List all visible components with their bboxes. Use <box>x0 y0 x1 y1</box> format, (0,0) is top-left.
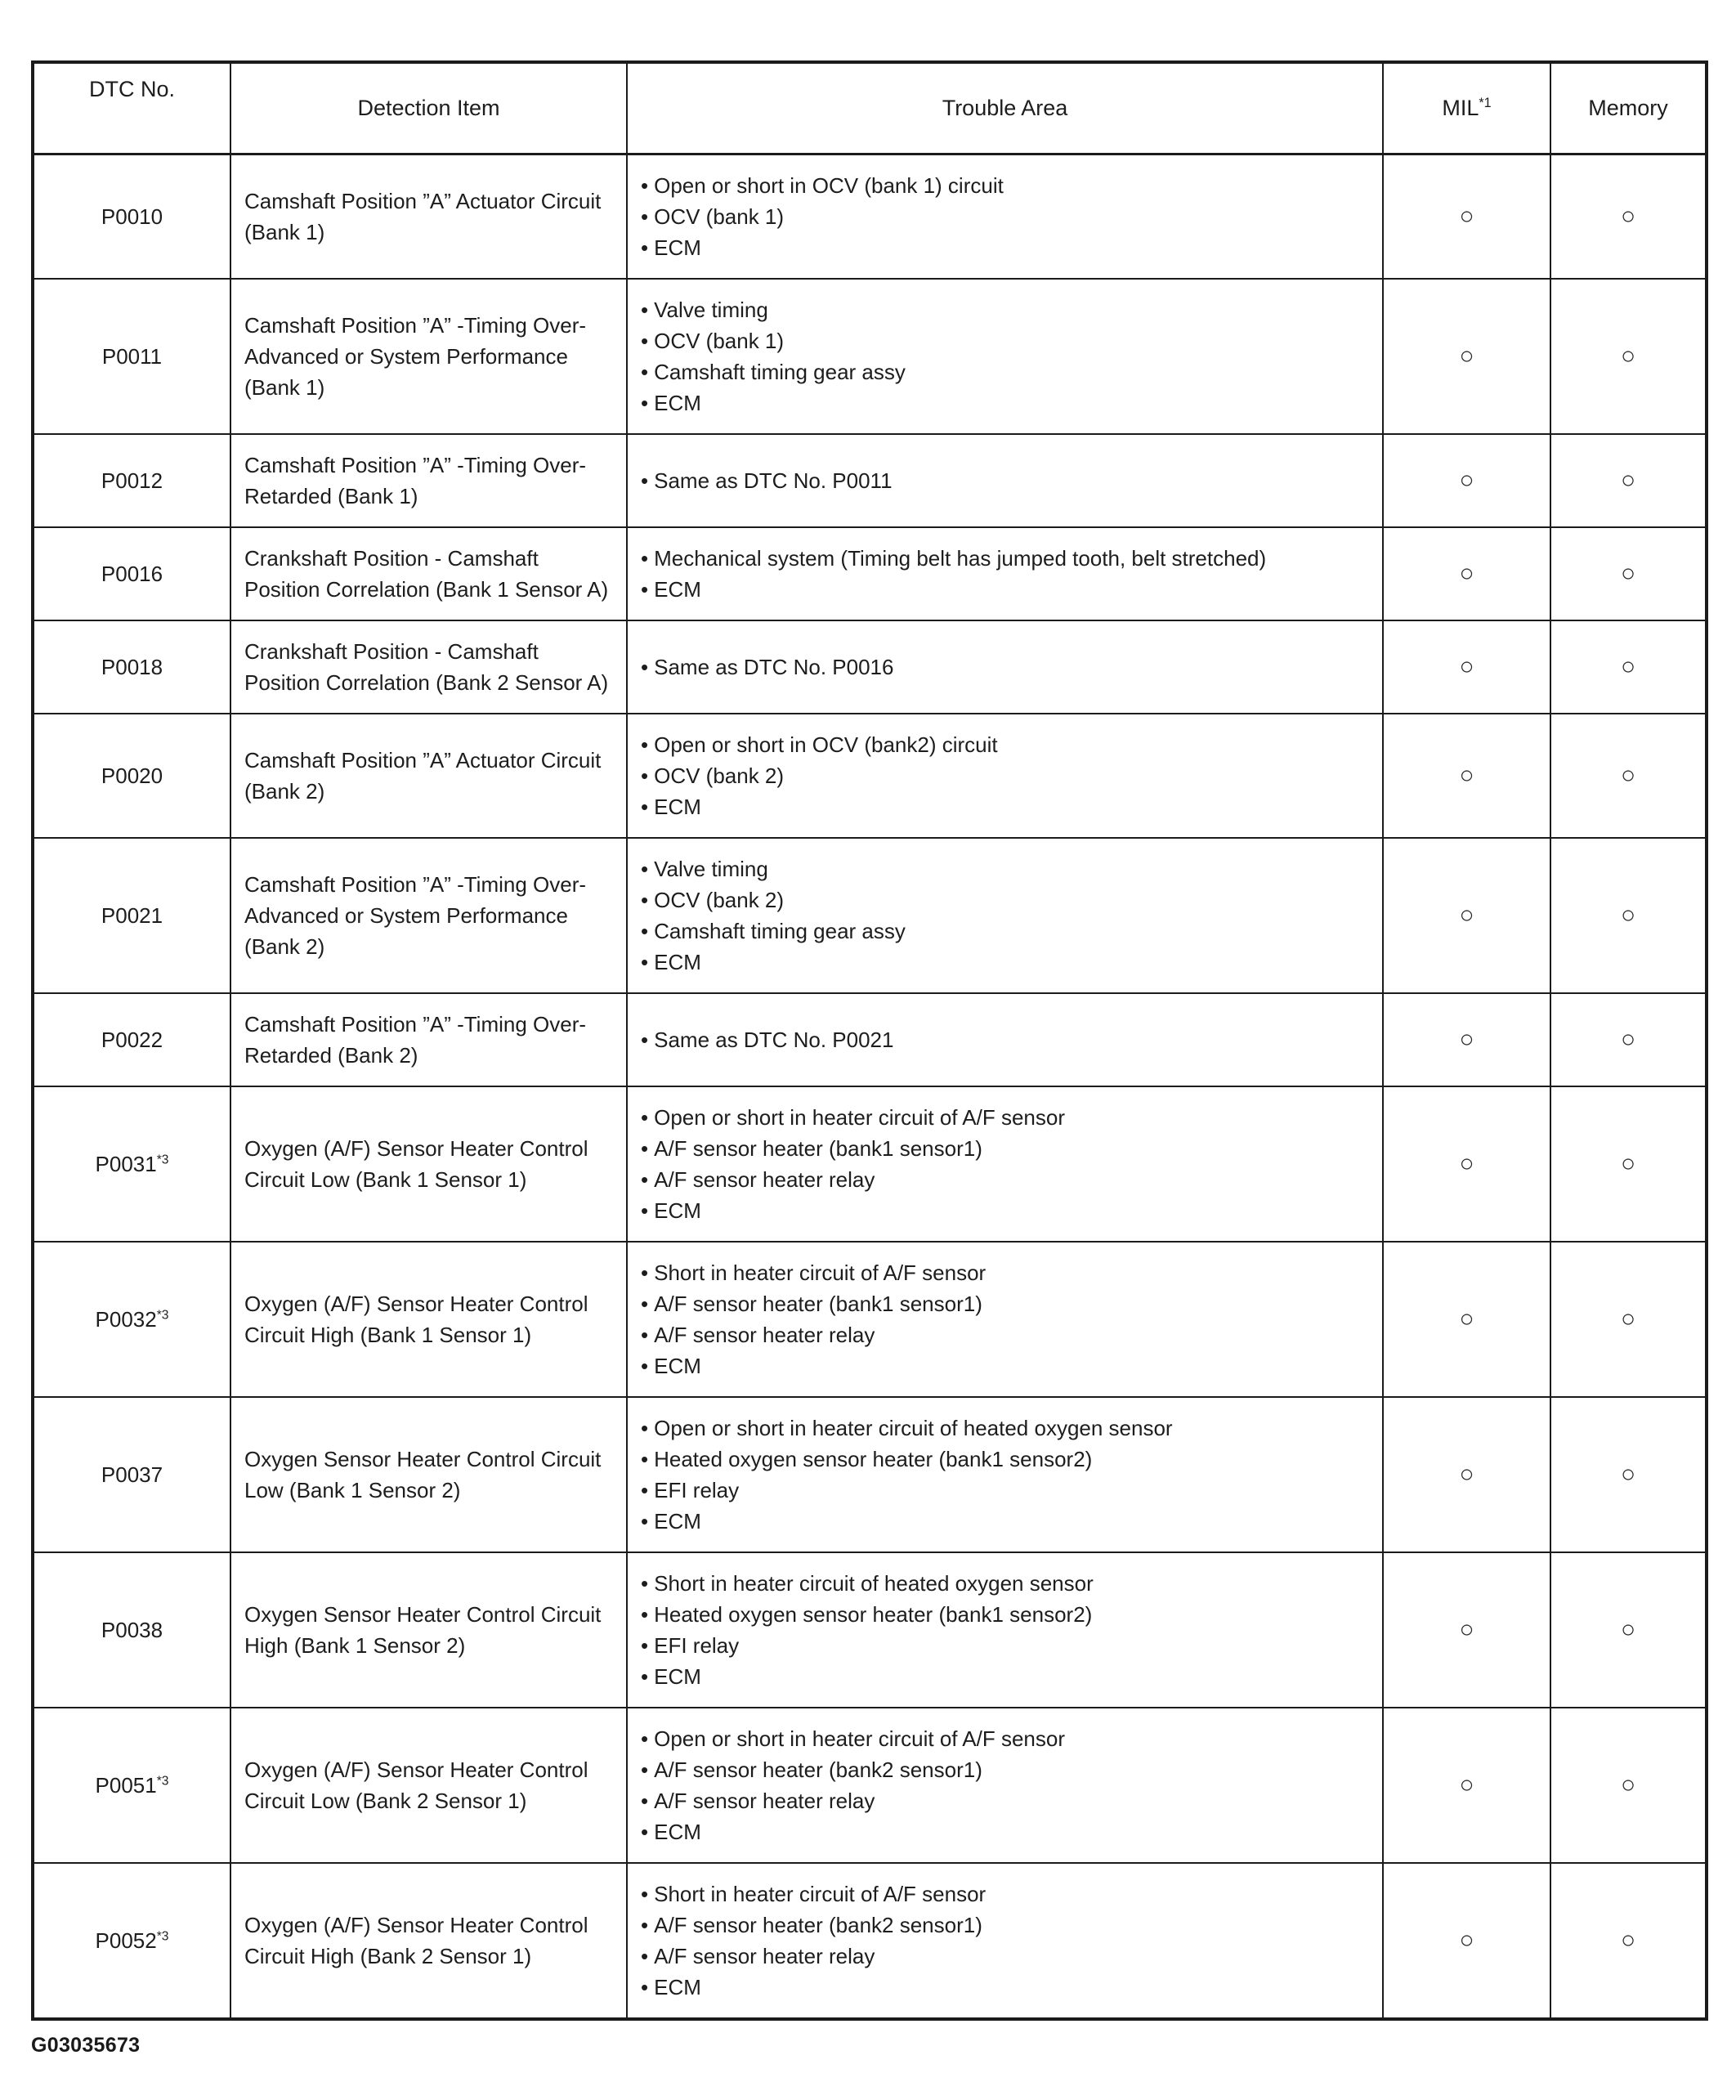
memory-indicator-cell <box>1550 1086 1707 1242</box>
bullet-icon: • <box>641 1415 649 1440</box>
trouble-item <box>641 1475 1369 1506</box>
trouble-text: Short in heater circuit of A/F sensor <box>654 1881 987 1906</box>
memory-indicator-cell <box>1550 1708 1707 1863</box>
dtc-cell <box>33 714 230 838</box>
trouble-text: A/F sensor heater relay <box>654 1322 875 1347</box>
detection-item: Camshaft Position ”A” -Timing Over-Advanced or System Performance (Bank 1) <box>230 279 627 434</box>
memory-circle-icon: ○ <box>1620 1926 1636 1954</box>
trouble-text: A/F sensor heater relay <box>654 1943 875 1968</box>
trouble-list <box>641 1257 1369 1381</box>
trouble-text: Valve timing <box>654 856 768 881</box>
dtc-superscript: *3 <box>156 1773 169 1788</box>
trouble-text: Open or short in OCV (bank 1) circuit <box>654 172 1004 198</box>
trouble-item <box>641 1754 1369 1785</box>
bullet-icon: • <box>641 1601 649 1627</box>
mil-indicator-cell <box>1383 1086 1550 1242</box>
bullet-icon: • <box>641 763 649 788</box>
trouble-text: Open or short in OCV (bank2) circuit <box>654 732 998 757</box>
trouble-list <box>641 729 1369 822</box>
trouble-text: OCV (bank 2) <box>654 887 785 912</box>
trouble-item <box>641 1568 1369 1599</box>
trouble-text: A/F sensor heater relay <box>654 1788 875 1813</box>
bullet-icon: • <box>641 545 649 571</box>
table-row <box>33 154 1707 279</box>
dtc-cell <box>33 1863 230 2019</box>
bullet-icon: • <box>641 1974 649 1999</box>
trouble-text: ECM <box>654 1819 701 1844</box>
trouble-list <box>641 853 1369 978</box>
mil-circle-icon: ○ <box>1459 1025 1474 1053</box>
trouble-area-cell <box>627 1708 1383 1863</box>
dtc-code: P0031 <box>95 1151 157 1176</box>
header-dtc-no: DTC No. <box>33 62 230 154</box>
dtc-code: P0011 <box>101 343 163 369</box>
trouble-text: Open or short in heater circuit of heated oxygen sensor <box>654 1415 1173 1440</box>
memory-circle-icon: ○ <box>1620 761 1636 789</box>
trouble-area-cell <box>627 1552 1383 1708</box>
bullet-icon: • <box>641 1198 649 1223</box>
bullet-icon: • <box>641 856 649 881</box>
trouble-item <box>641 232 1369 263</box>
detection-item: Crankshaft Position - Camshaft Position Correlation (Bank 2 Sensor A) <box>230 620 627 714</box>
mil-indicator-cell <box>1383 527 1550 620</box>
trouble-text: A/F sensor heater (bank2 sensor1) <box>654 1912 982 1937</box>
dtc-cell <box>33 838 230 993</box>
bullet-icon: • <box>641 204 649 229</box>
mil-circle-icon: ○ <box>1459 1149 1474 1177</box>
detection-item: Camshaft Position ”A” Actuator Circuit (Bank 2) <box>230 714 627 838</box>
mil-circle-icon: ○ <box>1459 1305 1474 1332</box>
detection-item: Oxygen (A/F) Sensor Heater Control Circuit Low (Bank 2 Sensor 1) <box>230 1708 627 1863</box>
mil-indicator-cell <box>1383 1863 1550 2019</box>
trouble-item <box>641 1941 1369 1972</box>
trouble-item <box>641 574 1369 605</box>
trouble-item <box>641 1413 1369 1444</box>
bullet-icon: • <box>641 1104 649 1130</box>
trouble-item <box>641 1319 1369 1350</box>
memory-circle-icon: ○ <box>1620 1149 1636 1177</box>
dtc-cell <box>33 154 230 279</box>
dtc-cell <box>33 1708 230 1863</box>
dtc-cell <box>33 993 230 1086</box>
trouble-list <box>641 1024 1369 1055</box>
memory-circle-icon: ○ <box>1620 901 1636 929</box>
mil-indicator-cell <box>1383 714 1550 838</box>
dtc-code: P0051 <box>95 1772 157 1798</box>
memory-indicator-cell <box>1550 714 1707 838</box>
trouble-area-cell <box>627 838 1383 993</box>
bullet-icon: • <box>641 1446 649 1471</box>
bullet-icon: • <box>641 1135 649 1161</box>
bullet-icon: • <box>641 1027 649 1052</box>
bullet-icon: • <box>641 235 649 260</box>
mil-indicator-cell <box>1383 1552 1550 1708</box>
bullet-icon: • <box>641 1570 649 1596</box>
mil-circle-icon: ○ <box>1459 1460 1474 1488</box>
trouble-item <box>641 791 1369 822</box>
detection-item: Oxygen (A/F) Sensor Heater Control Circuit Low (Bank 1 Sensor 1) <box>230 1086 627 1242</box>
trouble-item <box>641 543 1369 574</box>
bullet-icon: • <box>641 1726 649 1751</box>
trouble-text: A/F sensor heater (bank1 sensor1) <box>654 1291 982 1316</box>
dtc-cell <box>33 1397 230 1552</box>
trouble-text: ECM <box>654 390 701 415</box>
detection-item: Camshaft Position ”A” -Timing Over- Retarded (Bank 2) <box>230 993 627 1086</box>
bullet-icon: • <box>641 468 649 493</box>
bullet-icon: • <box>641 1788 649 1813</box>
bullet-icon: • <box>641 1260 649 1285</box>
bullet-icon: • <box>641 794 649 819</box>
trouble-item <box>641 1195 1369 1226</box>
trouble-text: Open or short in heater circuit of A/F sensor <box>654 1104 1066 1130</box>
bullet-icon: • <box>641 359 649 384</box>
table-row <box>33 1552 1707 1708</box>
trouble-text: ECM <box>654 1663 701 1689</box>
memory-circle-icon: ○ <box>1620 1025 1636 1053</box>
table-row <box>33 279 1707 434</box>
bullet-icon: • <box>641 1477 649 1502</box>
trouble-text: A/F sensor heater (bank1 sensor1) <box>654 1135 982 1161</box>
detection-item: Oxygen (A/F) Sensor Heater Control Circuit High (Bank 2 Sensor 1) <box>230 1863 627 2019</box>
trouble-text: ECM <box>654 1353 701 1378</box>
trouble-text: A/F sensor heater relay <box>654 1166 875 1192</box>
bullet-icon: • <box>641 887 649 912</box>
table-row <box>33 1708 1707 1863</box>
trouble-text: ECM <box>654 1198 701 1223</box>
trouble-item <box>641 651 1369 683</box>
mil-indicator-cell <box>1383 434 1550 527</box>
figure-id: G03035673 <box>31 2033 141 2057</box>
memory-indicator-cell <box>1550 279 1707 434</box>
memory-indicator-cell <box>1550 620 1707 714</box>
dtc-cell <box>33 1086 230 1242</box>
trouble-text: Same as DTC No. P0011 <box>654 468 893 493</box>
trouble-item <box>641 1257 1369 1288</box>
memory-indicator-cell <box>1550 1863 1707 2019</box>
bullet-icon: • <box>641 918 649 943</box>
bullet-icon: • <box>641 328 649 353</box>
trouble-text: ECM <box>654 794 701 819</box>
trouble-text: ECM <box>654 1974 701 1999</box>
trouble-area-cell <box>627 1863 1383 2019</box>
bullet-icon: • <box>641 576 649 602</box>
dtc-superscript: *3 <box>156 1307 169 1322</box>
trouble-area-cell <box>627 434 1383 527</box>
trouble-list <box>641 651 1369 683</box>
bullet-icon: • <box>641 1632 649 1658</box>
bullet-icon: • <box>641 390 649 415</box>
trouble-item <box>641 1972 1369 2003</box>
header-row <box>33 62 1707 154</box>
dtc-code: P0022 <box>101 1027 163 1052</box>
memory-circle-icon: ○ <box>1620 1305 1636 1332</box>
trouble-list <box>641 294 1369 419</box>
detection-item: Oxygen (A/F) Sensor Heater Control Circuit High (Bank 1 Sensor 1) <box>230 1242 627 1397</box>
trouble-item <box>641 1024 1369 1055</box>
trouble-area-cell <box>627 1397 1383 1552</box>
mil-indicator-cell <box>1383 279 1550 434</box>
trouble-item <box>641 325 1369 356</box>
bullet-icon: • <box>641 1166 649 1192</box>
memory-circle-icon: ○ <box>1620 652 1636 680</box>
memory-indicator-cell <box>1550 154 1707 279</box>
trouble-item <box>641 356 1369 387</box>
trouble-item <box>641 884 1369 916</box>
trouble-area-cell <box>627 620 1383 714</box>
memory-indicator-cell <box>1550 1242 1707 1397</box>
trouble-text: Heated oxygen sensor heater (bank1 sensor2) <box>654 1601 1093 1627</box>
trouble-text: Heated oxygen sensor heater (bank1 sensor2) <box>654 1446 1093 1471</box>
trouble-item <box>641 853 1369 884</box>
bullet-icon: • <box>641 1757 649 1782</box>
header-detection-item: Detection Item <box>230 62 627 154</box>
trouble-text: ECM <box>654 1508 701 1534</box>
dtc-superscript: *3 <box>156 1152 169 1166</box>
table-row <box>33 1863 1707 2019</box>
table-header <box>33 62 1707 154</box>
memory-circle-icon: ○ <box>1620 1771 1636 1798</box>
header-memory: Memory <box>1550 62 1707 154</box>
dtc-cell <box>33 620 230 714</box>
trouble-area-cell <box>627 279 1383 434</box>
mil-circle-icon: ○ <box>1459 559 1474 587</box>
table-row <box>33 527 1707 620</box>
detection-item: Crankshaft Position - Camshaft Position Correlation (Bank 1 Sensor A) <box>230 527 627 620</box>
memory-indicator-cell <box>1550 1552 1707 1708</box>
dtc-code: P0012 <box>101 468 163 493</box>
trouble-list <box>641 170 1369 263</box>
table-row <box>33 620 1707 714</box>
trouble-area-cell <box>627 527 1383 620</box>
memory-circle-icon: ○ <box>1620 202 1636 230</box>
dtc-code: P0021 <box>101 902 163 928</box>
trouble-text: Valve timing <box>654 297 768 322</box>
dtc-code: P0037 <box>101 1462 163 1487</box>
bullet-icon: • <box>641 1508 649 1534</box>
mil-circle-icon: ○ <box>1459 901 1474 929</box>
trouble-item <box>641 1816 1369 1847</box>
trouble-text: Camshaft timing gear assy <box>654 918 906 943</box>
dtc-cell <box>33 1552 230 1708</box>
trouble-list <box>641 465 1369 496</box>
dtc-code: P0018 <box>101 654 163 679</box>
bullet-icon: • <box>641 1663 649 1689</box>
table-row <box>33 993 1707 1086</box>
trouble-item <box>641 465 1369 496</box>
dtc-code: P0038 <box>101 1617 163 1642</box>
trouble-item <box>641 1164 1369 1195</box>
trouble-text: ECM <box>654 576 701 602</box>
mil-indicator-cell <box>1383 1242 1550 1397</box>
trouble-area-cell <box>627 993 1383 1086</box>
trouble-item <box>641 1350 1369 1381</box>
table-row <box>33 714 1707 838</box>
bullet-icon: • <box>641 732 649 757</box>
mil-circle-icon: ○ <box>1459 202 1474 230</box>
header-mil-superscript: *1 <box>1479 95 1492 110</box>
trouble-item <box>641 1102 1369 1133</box>
trouble-item <box>641 1723 1369 1754</box>
dtc-table <box>31 60 1708 2021</box>
trouble-list <box>641 1723 1369 1847</box>
trouble-item <box>641 760 1369 791</box>
dtc-code: P0052 <box>95 1928 157 1953</box>
trouble-text: OCV (bank 1) <box>654 204 785 229</box>
header-mil <box>1383 62 1550 154</box>
trouble-list <box>641 1568 1369 1692</box>
trouble-text: Short in heater circuit of A/F sensor <box>654 1260 987 1285</box>
trouble-text: Open or short in heater circuit of A/F sensor <box>654 1726 1066 1751</box>
detection-item: Camshaft Position ”A” -Timing Over- Retarded (Bank 1) <box>230 434 627 527</box>
mil-indicator-cell <box>1383 838 1550 993</box>
dtc-superscript: *3 <box>156 1928 169 1943</box>
mil-circle-icon: ○ <box>1459 1771 1474 1798</box>
mil-indicator-cell <box>1383 1397 1550 1552</box>
bullet-icon: • <box>641 1291 649 1316</box>
bullet-icon: • <box>641 1881 649 1906</box>
dtc-code: P0020 <box>101 763 163 788</box>
trouble-item <box>641 1661 1369 1692</box>
table-row <box>33 1397 1707 1552</box>
bullet-icon: • <box>641 654 649 679</box>
bullet-icon: • <box>641 949 649 974</box>
detection-item: Oxygen Sensor Heater Control Circuit High (Bank 1 Sensor 2) <box>230 1552 627 1708</box>
mil-circle-icon: ○ <box>1459 342 1474 369</box>
dtc-code: P0016 <box>101 561 163 586</box>
detection-item: Camshaft Position ”A” Actuator Circuit (Bank 1) <box>230 154 627 279</box>
trouble-item <box>641 729 1369 760</box>
dtc-code: P0032 <box>95 1306 157 1332</box>
trouble-item <box>641 1444 1369 1475</box>
dtc-cell <box>33 527 230 620</box>
mil-indicator-cell <box>1383 154 1550 279</box>
bullet-icon: • <box>641 1819 649 1844</box>
dtc-cell <box>33 434 230 527</box>
mil-circle-icon: ○ <box>1459 466 1474 494</box>
dtc-code: P0010 <box>101 204 163 229</box>
trouble-text: EFI relay <box>654 1477 740 1502</box>
trouble-area-cell <box>627 1086 1383 1242</box>
trouble-text: ECM <box>654 949 701 974</box>
header-trouble-area: Trouble Area <box>627 62 1383 154</box>
trouble-item <box>641 1599 1369 1630</box>
trouble-item <box>641 387 1369 419</box>
trouble-text: EFI relay <box>654 1632 740 1658</box>
trouble-area-cell <box>627 1242 1383 1397</box>
trouble-item <box>641 1288 1369 1319</box>
trouble-text: A/F sensor heater (bank2 sensor1) <box>654 1757 982 1782</box>
memory-circle-icon: ○ <box>1620 559 1636 587</box>
header-mil-label: MIL <box>1442 95 1479 120</box>
bullet-icon: • <box>641 1353 649 1378</box>
trouble-item <box>641 201 1369 232</box>
detection-item: Camshaft Position ”A” -Timing Over-Advanced or System Performance (Bank 2) <box>230 838 627 993</box>
bullet-icon: • <box>641 297 649 322</box>
trouble-item <box>641 947 1369 978</box>
dtc-cell <box>33 1242 230 1397</box>
table-row <box>33 1086 1707 1242</box>
trouble-item <box>641 916 1369 947</box>
memory-circle-icon: ○ <box>1620 342 1636 369</box>
memory-indicator-cell <box>1550 993 1707 1086</box>
trouble-area-cell <box>627 714 1383 838</box>
trouble-text: Mechanical system (Timing belt has jumped tooth, belt stretched) <box>654 545 1267 571</box>
trouble-list <box>641 1413 1369 1537</box>
memory-circle-icon: ○ <box>1620 466 1636 494</box>
mil-indicator-cell <box>1383 620 1550 714</box>
mil-circle-icon: ○ <box>1459 1926 1474 1954</box>
trouble-list <box>641 1102 1369 1226</box>
mil-circle-icon: ○ <box>1459 652 1474 680</box>
memory-indicator-cell <box>1550 434 1707 527</box>
memory-indicator-cell <box>1550 838 1707 993</box>
trouble-text: ECM <box>654 235 701 260</box>
bullet-icon: • <box>641 1943 649 1968</box>
trouble-item <box>641 1878 1369 1910</box>
trouble-item <box>641 1630 1369 1661</box>
table-row <box>33 838 1707 993</box>
dtc-cell <box>33 279 230 434</box>
trouble-item <box>641 294 1369 325</box>
bullet-icon: • <box>641 1912 649 1937</box>
dtc-table-body <box>33 154 1707 2019</box>
mil-indicator-cell <box>1383 1708 1550 1863</box>
memory-circle-icon: ○ <box>1620 1460 1636 1488</box>
table-row <box>33 434 1707 527</box>
bullet-icon: • <box>641 172 649 198</box>
mil-circle-icon: ○ <box>1459 761 1474 789</box>
trouble-text: Same as DTC No. P0021 <box>654 1027 894 1052</box>
trouble-text: OCV (bank 1) <box>654 328 785 353</box>
memory-circle-icon: ○ <box>1620 1615 1636 1643</box>
detection-item: Oxygen Sensor Heater Control Circuit Low (Bank 1 Sensor 2) <box>230 1397 627 1552</box>
bullet-icon: • <box>641 1322 649 1347</box>
trouble-item <box>641 170 1369 201</box>
memory-indicator-cell <box>1550 1397 1707 1552</box>
trouble-item <box>641 1133 1369 1164</box>
memory-indicator-cell <box>1550 527 1707 620</box>
table-row <box>33 1242 1707 1397</box>
trouble-text: OCV (bank 2) <box>654 763 785 788</box>
trouble-list <box>641 543 1369 605</box>
trouble-text: Camshaft timing gear assy <box>654 359 906 384</box>
trouble-item <box>641 1910 1369 1941</box>
trouble-text: Short in heater circuit of heated oxygen sensor <box>654 1570 1094 1596</box>
trouble-item <box>641 1506 1369 1537</box>
trouble-text: Same as DTC No. P0016 <box>654 654 894 679</box>
mil-circle-icon: ○ <box>1459 1615 1474 1643</box>
trouble-list <box>641 1878 1369 2003</box>
mil-indicator-cell <box>1383 993 1550 1086</box>
trouble-item <box>641 1785 1369 1816</box>
trouble-area-cell <box>627 154 1383 279</box>
